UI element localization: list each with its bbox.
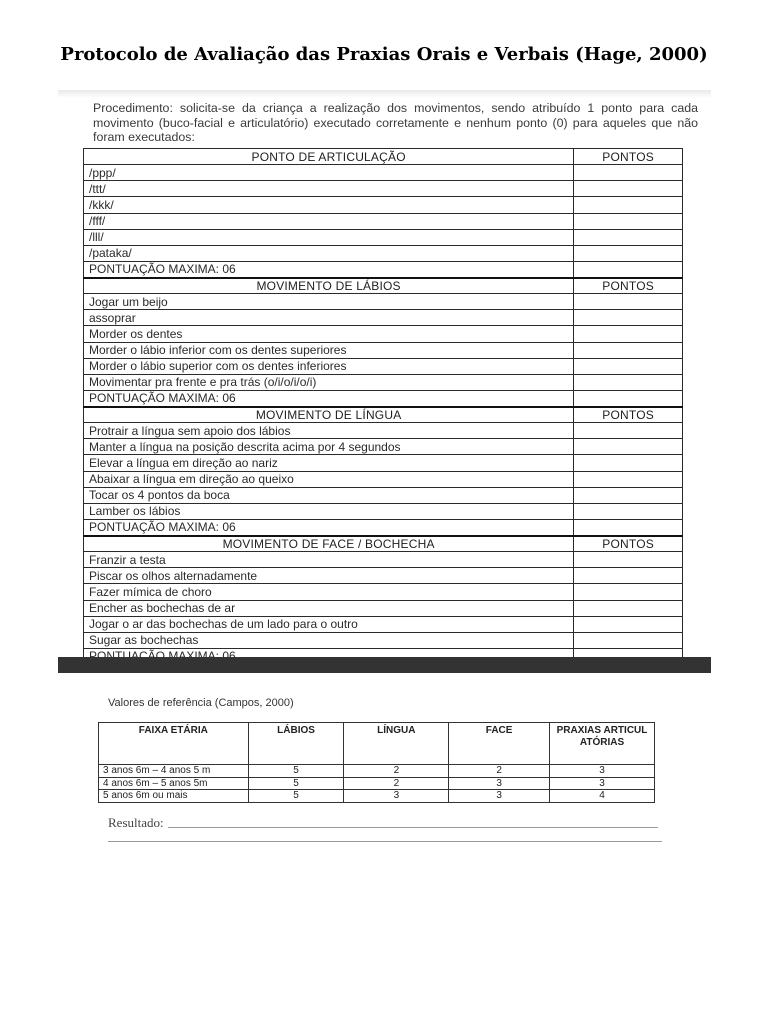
points-cell[interactable] [574,342,683,358]
movement-label: Piscar os olhos alternadamente [84,568,574,584]
movement-row [84,600,683,616]
face-value: 3 [449,777,550,790]
movement-label: Lamber os lábios [84,503,574,519]
points-cell[interactable] [574,487,683,503]
movement-label: Movimentar pra frente e pra trás (o/i/o/i/o/i) [84,374,574,390]
movement-row [84,310,683,326]
movement-row [84,165,683,181]
movement-row [84,213,683,229]
points-cell[interactable] [574,439,683,455]
col-tongue: LÍNGUA [344,723,449,765]
movement-label: /fff/ [84,213,574,229]
max-score-label: PONTUAÇÃO MAXIMA: 06 [84,519,574,535]
points-cell[interactable] [574,503,683,519]
points-cell[interactable] [574,165,683,181]
movement-label: /ppp/ [84,165,574,181]
reference-values-table [98,722,655,803]
movement-label: Morder o lábio superior com os dentes inferiores [84,358,574,374]
movement-row [84,471,683,487]
col-lips: LÁBIOS [248,723,344,765]
movement-label: Jogar um beijo [84,294,574,310]
result-underline-1 [168,827,658,828]
praxias-value: 3 [550,777,655,790]
col-age-range: FAIXA ETÁRIA [99,723,249,765]
points-cell[interactable] [574,358,683,374]
tongue-value: 3 [344,790,449,803]
section-header-row [84,149,683,165]
section-header-row [84,278,683,294]
movement-row [84,455,683,471]
praxias-value: 4 [550,790,655,803]
section-header-row [84,407,683,423]
movement-row [84,584,683,600]
points-column-header: PONTOS [574,407,683,423]
age-range-cell: 3 anos 6m – 4 anos 5 m [99,765,249,778]
movement-row [84,487,683,503]
age-range-cell: 5 anos 6m ou mais [99,790,249,803]
reference-row [99,777,655,790]
movement-row [84,197,683,213]
movement-label: /pataka/ [84,245,574,261]
scan-bottom-border [58,657,711,673]
section-title: MOVIMENTO DE LÁBIOS [84,278,574,294]
movement-label: Morder os dentes [84,326,574,342]
col-articulatory-praxias [550,723,655,765]
age-range-cell: 4 anos 6m – 5 anos 5m [99,777,249,790]
face-value: 2 [449,765,550,778]
movement-label: Abaixar a língua em direção ao queixo [84,471,574,487]
movement-label: Elevar a língua em direção ao nariz [84,455,574,471]
col-articulatory-praxias-label: PRAXIAS ARTICULATÓRIAS [556,725,648,748]
lips-value: 5 [248,765,344,778]
reference-row [99,790,655,803]
points-cell[interactable] [574,423,683,439]
movement-row [84,423,683,439]
points-cell[interactable] [574,390,683,406]
points-cell[interactable] [574,600,683,616]
points-cell[interactable] [574,181,683,197]
points-cell[interactable] [574,471,683,487]
movement-label: /lll/ [84,229,574,245]
movement-label: Jogar o ar das bochechas de um lado para o outro [84,616,574,632]
max-score-label: PONTUAÇÃO MAXIMA: 06 [84,390,574,406]
points-cell[interactable] [574,310,683,326]
points-cell[interactable] [574,584,683,600]
max-score-row [84,519,683,535]
section-title: MOVIMENTO DE FACE / BOCHECHA [84,536,574,552]
movement-label: /kkk/ [84,197,574,213]
points-cell[interactable] [574,326,683,342]
points-column-header: PONTOS [574,278,683,294]
points-cell[interactable] [574,632,683,648]
praxias-value: 3 [550,765,655,778]
max-score-label: PONTUAÇÃO MAXIMA: 06 [84,261,574,277]
col-face: FACE [449,723,550,765]
movement-row [84,552,683,568]
points-cell[interactable] [574,616,683,632]
movement-label: Franzir a testa [84,552,574,568]
movement-label: Sugar as bochechas [84,632,574,648]
movement-label: Fazer mímica de choro [84,584,574,600]
movement-label: assoprar [84,310,574,326]
movement-row [84,616,683,632]
max-score-row [84,261,683,277]
movement-row [84,229,683,245]
reference-header-row [99,723,655,765]
result-label: Resultado: [108,815,164,830]
reference-row [99,765,655,778]
points-cell[interactable] [574,229,683,245]
movement-row [84,568,683,584]
lips-value: 5 [248,777,344,790]
points-cell[interactable] [574,294,683,310]
tongue-value: 2 [344,765,449,778]
reference-caption: Valores de referência (Campos, 2000) [108,697,294,709]
movement-label: Encher as bochechas de ar [84,600,574,616]
movement-row [84,326,683,342]
lips-value: 5 [248,790,344,803]
points-cell[interactable] [574,552,683,568]
section-header-row [84,536,683,552]
scan-edge-shadow [58,90,711,98]
movement-row [84,342,683,358]
points-cell[interactable] [574,261,683,277]
section-title: PONTO DE ARTICULAÇÃO [84,149,574,165]
scanned-protocol-sheet [58,90,711,673]
points-cell[interactable] [574,519,683,535]
movement-label: Morder o lábio inferior com os dentes superiores [84,342,574,358]
movement-row [84,294,683,310]
movement-row [84,358,683,374]
movement-row [84,181,683,197]
movement-row [84,632,683,648]
points-cell[interactable] [574,455,683,471]
movement-label: Protrair a língua sem apoio dos lábios [84,423,574,439]
result-underline-2 [108,841,662,842]
movement-row [84,439,683,455]
max-score-row [84,390,683,406]
document-title: Protocolo de Avaliação das Praxias Orais e Verbais (Hage, 2000) [60,44,708,65]
points-column-header: PONTOS [574,536,683,552]
evaluation-table [83,148,683,665]
movement-label: Manter a língua na posição descrita acima por 4 segundos [84,439,574,455]
face-value: 3 [449,790,550,803]
points-cell[interactable] [574,245,683,261]
points-cell[interactable] [574,197,683,213]
section-title: MOVIMENTO DE LÍNGUA [84,407,574,423]
movement-label: /ttt/ [84,181,574,197]
movement-label: Tocar os 4 pontos da boca [84,487,574,503]
points-cell[interactable] [574,213,683,229]
tongue-value: 2 [344,777,449,790]
movement-row [84,245,683,261]
movement-row [84,374,683,390]
procedure-text: Procedimento: solicita-se da criança a realização dos movimentos, sendo atribuído 1 ponto para cada movimento (buco-facial e articulatório) executado corretamente e nenhum ponto (0) para aqueles que não foram executados: [93,101,698,144]
points-cell[interactable] [574,374,683,390]
movement-row [84,503,683,519]
points-column-header: PONTOS [574,149,683,165]
points-cell[interactable] [574,568,683,584]
